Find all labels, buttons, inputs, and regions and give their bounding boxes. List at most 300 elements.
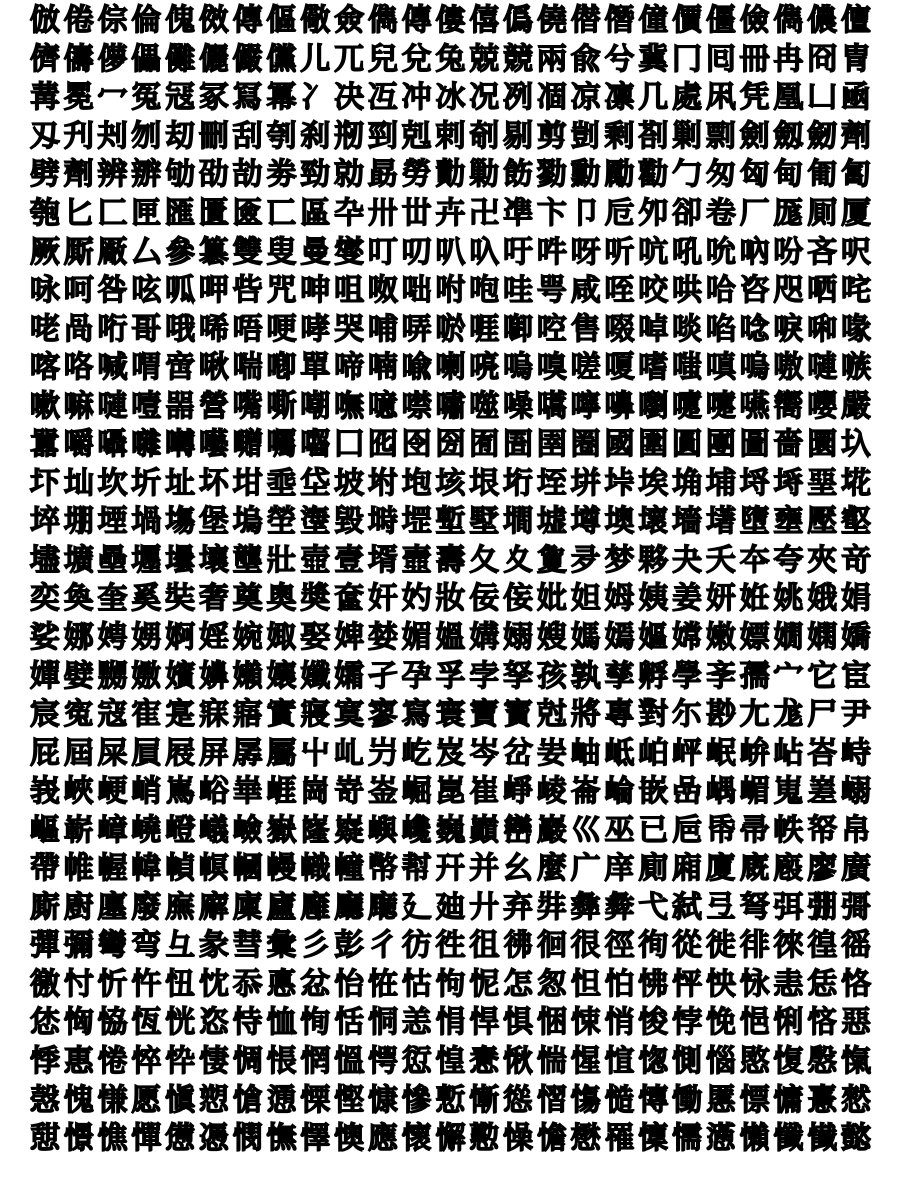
glyph-cell: 僣 — [570, 3, 601, 39]
glyph-cell: 怡 — [334, 966, 365, 1002]
glyph-cell: 庠 — [604, 851, 635, 887]
glyph-cell: 嗽 — [29, 388, 60, 424]
glyph-cell: 懌 — [300, 1121, 331, 1157]
glyph-cell: 恤 — [266, 1005, 297, 1041]
glyph-cell: 刹 — [300, 118, 331, 154]
glyph-cell: 壘 — [97, 542, 128, 578]
glyph-cell: 悋 — [807, 1005, 838, 1041]
glyph-cell: 彌 — [63, 928, 94, 964]
glyph-cell: 厥 — [29, 234, 60, 270]
glyph-row — [28, 657, 873, 696]
glyph-cell: 很 — [570, 928, 601, 964]
glyph-cell: 啌 — [536, 311, 567, 347]
glyph-cell: 咼 — [63, 311, 94, 347]
glyph-cell: 奬 — [300, 581, 331, 617]
glyph-cell: 怛 — [570, 966, 601, 1002]
glyph-cell: 囃 — [131, 427, 162, 463]
glyph-cell: 媼 — [435, 620, 466, 656]
glyph-cell: 宦 — [841, 658, 872, 694]
glyph-cell: 懍 — [638, 1121, 669, 1157]
glyph-cell: 專 — [604, 697, 635, 733]
glyph-cell: 憇 — [29, 1121, 60, 1157]
glyph-cell: 僖 — [469, 3, 500, 39]
glyph-cell: 嬌 — [841, 620, 872, 656]
glyph-cell: 娶 — [300, 620, 331, 656]
glyph-cell: 忱 — [198, 966, 229, 1002]
glyph-cell: 悧 — [773, 1005, 804, 1041]
glyph-cell: 囁 — [97, 427, 128, 463]
glyph-cell: 廐 — [739, 851, 770, 887]
glyph-cell: 剄 — [367, 118, 398, 154]
glyph-cell: 囂 — [29, 427, 60, 463]
glyph-cell: 壺 — [300, 542, 331, 578]
glyph-cell: 匐 — [841, 157, 872, 193]
glyph-cell: 惘 — [300, 1044, 331, 1080]
glyph-cell: 啀 — [469, 311, 500, 347]
glyph-cell: 嬶 — [198, 658, 229, 694]
glyph-cell: 妍 — [705, 581, 736, 617]
glyph-cell: 幢 — [334, 851, 365, 887]
glyph-cell: 傳 — [401, 3, 432, 39]
glyph-cell: 屓 — [131, 735, 162, 771]
glyph-cell: 尅 — [536, 697, 567, 733]
glyph-cell: 愡 — [638, 1044, 669, 1080]
glyph-cell: 塹 — [435, 504, 466, 540]
glyph-cell: 埒 — [739, 465, 770, 501]
glyph-cell: 弖 — [705, 889, 736, 925]
glyph-cell: 悵 — [266, 1044, 297, 1080]
glyph-cell: 堝 — [131, 504, 162, 540]
glyph-cell: 媾 — [469, 620, 500, 656]
glyph-cell: 尹 — [841, 697, 872, 733]
glyph-row — [28, 310, 873, 349]
glyph-cell: 兀 — [334, 41, 365, 77]
glyph-cell: 峅 — [739, 735, 770, 771]
glyph-cell: 娚 — [131, 620, 162, 656]
glyph-cell: 娟 — [841, 581, 872, 617]
glyph-cell: 嗹 — [97, 388, 128, 424]
glyph-cell: 冏 — [807, 41, 838, 77]
glyph-cell: 寉 — [131, 697, 162, 733]
glyph-cell: 僭 — [604, 3, 635, 39]
glyph-cell: 嶂 — [97, 812, 128, 848]
glyph-cell: 慱 — [638, 1082, 669, 1118]
glyph-cell: 彭 — [334, 928, 365, 964]
glyph-cell: 塰 — [300, 504, 331, 540]
glyph-cell: 圜 — [807, 427, 838, 463]
glyph-cell: 囹 — [401, 427, 432, 463]
glyph-cell: 嫣 — [604, 620, 635, 656]
glyph-cell: 儺 — [165, 41, 196, 77]
glyph-cell: 刳 — [266, 118, 297, 154]
glyph-cell: 尢 — [739, 697, 770, 733]
glyph-cell: 倫 — [131, 3, 162, 39]
glyph-cell: 帙 — [773, 812, 804, 848]
glyph-cell: 廨 — [198, 889, 229, 925]
glyph-cell: 憊 — [165, 1121, 196, 1157]
glyph-cell: 广 — [570, 851, 601, 887]
glyph-cell: 廬 — [266, 889, 297, 925]
glyph-cell: 崢 — [503, 774, 534, 810]
glyph-cell: 圈 — [570, 427, 601, 463]
glyph-cell: 咯 — [63, 350, 94, 386]
glyph-sheet — [28, 2, 873, 1198]
glyph-cell: 售 — [570, 311, 601, 347]
glyph-cell: 囀 — [165, 427, 196, 463]
glyph-cell: 夸 — [773, 542, 804, 578]
glyph-cell: 嚆 — [536, 388, 567, 424]
glyph-cell: 憺 — [536, 1121, 567, 1157]
glyph-cell: 啻 — [165, 350, 196, 386]
glyph-cell: 團 — [705, 427, 736, 463]
glyph-cell: 愾 — [841, 1044, 872, 1080]
glyph-cell: 吮 — [705, 234, 736, 270]
glyph-cell: 奩 — [334, 581, 365, 617]
glyph-cell: 冽 — [503, 80, 534, 116]
glyph-cell: 愕 — [367, 1044, 398, 1080]
glyph-cell: 嵜 — [334, 774, 365, 810]
glyph-cell: 啼 — [334, 350, 365, 386]
glyph-cell: 嶷 — [334, 812, 365, 848]
glyph-cell: 吭 — [638, 234, 669, 270]
glyph-cell: 儻 — [266, 41, 297, 77]
glyph-cell: 叟 — [266, 234, 297, 270]
glyph-cell: 剳 — [638, 118, 669, 154]
glyph-cell: 卮 — [604, 196, 635, 231]
glyph-cell: 慚 — [469, 1082, 500, 1118]
glyph-cell: 噐 — [165, 388, 196, 424]
glyph-cell: 堡 — [198, 504, 229, 540]
glyph-cell: 啜 — [604, 311, 635, 347]
glyph-cell: 儆 — [300, 3, 331, 39]
glyph-cell: 屶 — [367, 735, 398, 771]
glyph-cell: 應 — [367, 1121, 398, 1157]
glyph-cell: 屎 — [97, 735, 128, 771]
glyph-cell: 咒 — [266, 273, 297, 309]
glyph-cell: 恠 — [367, 966, 398, 1002]
glyph-cell: 呎 — [841, 234, 872, 270]
glyph-cell: 帶 — [29, 851, 60, 887]
glyph-cell: 寐 — [198, 697, 229, 733]
glyph-cell: 僵 — [705, 3, 736, 39]
glyph-cell: 圍 — [638, 427, 669, 463]
glyph-cell: 媽 — [570, 620, 601, 656]
glyph-cell: 埣 — [29, 504, 60, 540]
glyph-cell: 麼 — [536, 851, 567, 887]
glyph-cell: 吽 — [536, 234, 567, 270]
glyph-cell: 岾 — [773, 735, 804, 771]
glyph-cell: 彡 — [300, 928, 331, 964]
glyph-cell: 實 — [266, 697, 297, 733]
glyph-cell: 圷 — [29, 465, 60, 501]
glyph-cell: 巛 — [570, 812, 601, 848]
glyph-cell: 彁 — [841, 889, 872, 925]
glyph-cell: 僥 — [536, 3, 567, 39]
glyph-cell: 喊 — [97, 350, 128, 386]
glyph-cell: 峭 — [131, 774, 162, 810]
glyph-cell: 帚 — [739, 812, 770, 848]
glyph-cell: 冱 — [367, 80, 398, 116]
glyph-cell: 徠 — [773, 928, 804, 964]
glyph-cell: 圉 — [536, 427, 567, 463]
glyph-cell: 慂 — [266, 1082, 297, 1118]
glyph-cell: 叮 — [367, 234, 398, 270]
glyph-cell: 儁 — [773, 3, 804, 39]
glyph-cell: 惧 — [503, 1005, 534, 1041]
glyph-cell: 埖 — [841, 465, 872, 501]
glyph-cell: 彿 — [503, 928, 534, 964]
glyph-row — [28, 619, 873, 658]
glyph-cell: 呱 — [165, 273, 196, 309]
glyph-cell: 處 — [672, 80, 703, 116]
glyph-cell: 嵋 — [739, 774, 770, 810]
glyph-cell: 寞 — [334, 697, 365, 733]
glyph-cell: 址 — [165, 465, 196, 501]
glyph-cell: 妲 — [570, 581, 601, 617]
glyph-cell: 塢 — [232, 504, 263, 540]
glyph-cell: 儷 — [198, 41, 229, 77]
glyph-cell: 梦 — [604, 542, 635, 578]
glyph-cell: 嵌 — [638, 774, 669, 810]
glyph-cell: 兢 — [469, 41, 500, 77]
glyph-cell: 嗅 — [536, 350, 567, 386]
glyph-cell: 屮 — [300, 735, 331, 771]
glyph-cell: 慘 — [401, 1082, 432, 1118]
glyph-cell: 儔 — [63, 41, 94, 77]
glyph-cell: 妣 — [536, 581, 567, 617]
glyph-cell: 喙 — [841, 311, 872, 347]
glyph-cell: 慍 — [334, 1044, 365, 1080]
glyph-cell: 恍 — [165, 1005, 196, 1041]
glyph-cell: 慳 — [334, 1082, 365, 1118]
glyph-cell: 孕 — [401, 658, 432, 694]
glyph-cell: 嫐 — [131, 658, 162, 694]
glyph-cell: 嫻 — [807, 620, 838, 656]
glyph-row — [28, 79, 873, 118]
glyph-cell: 冩 — [232, 80, 263, 116]
glyph-row — [28, 966, 873, 1005]
glyph-cell: 厂 — [739, 196, 770, 231]
glyph-cell: 壥 — [131, 542, 162, 578]
glyph-cell: 嘛 — [63, 388, 94, 424]
glyph-cell: 嬪 — [165, 658, 196, 694]
glyph-row — [28, 542, 873, 581]
glyph-cell: 嘸 — [334, 388, 365, 424]
glyph-cell: 恁 — [807, 966, 838, 1002]
glyph-cell: 姜 — [672, 581, 703, 617]
glyph-cell: 悸 — [29, 1044, 60, 1080]
glyph-cell: 惺 — [570, 1044, 601, 1080]
glyph-cell: 塋 — [266, 504, 297, 540]
glyph-cell: 兌 — [401, 41, 432, 77]
glyph-row — [28, 927, 873, 966]
glyph-cell: 咄 — [401, 273, 432, 309]
glyph-cell: 卞 — [536, 196, 567, 231]
glyph-cell: 恆 — [131, 1005, 162, 1041]
glyph-cell: 剴 — [570, 118, 601, 154]
glyph-cell: 听 — [604, 234, 635, 270]
glyph-cell: 噪 — [503, 388, 534, 424]
glyph-cell: 劑 — [841, 118, 872, 154]
glyph-cell: 凵 — [807, 80, 838, 116]
glyph-cell: 斈 — [705, 658, 736, 694]
glyph-cell: 劭 — [198, 157, 229, 193]
glyph-cell: 廚 — [63, 889, 94, 925]
glyph-cell: 嶝 — [165, 812, 196, 848]
glyph-cell: 堽 — [401, 504, 432, 540]
glyph-cell: 愧 — [63, 1082, 94, 1118]
glyph-cell: 廈 — [705, 851, 736, 887]
glyph-cell: 儡 — [131, 41, 162, 77]
glyph-cell: 勸 — [638, 157, 669, 193]
glyph-cell: 嬖 — [63, 658, 94, 694]
glyph-cell: 埆 — [672, 465, 703, 501]
glyph-cell: 恂 — [300, 1005, 331, 1041]
glyph-cell: 卷 — [705, 196, 736, 231]
glyph-cell: 勹 — [672, 157, 703, 193]
glyph-cell: 啗 — [705, 311, 736, 347]
glyph-cell: 孑 — [367, 658, 398, 694]
glyph-cell: 徨 — [807, 928, 838, 964]
glyph-cell: 辨 — [97, 157, 128, 193]
glyph-cell: 剞 — [469, 118, 500, 154]
glyph-cell: 慫 — [503, 1082, 534, 1118]
glyph-cell: 坡 — [334, 465, 365, 501]
glyph-cell: 孥 — [503, 658, 534, 694]
glyph-cell: 厠 — [807, 196, 838, 231]
glyph-cell: 嶌 — [165, 774, 196, 810]
glyph-cell: 嶬 — [198, 812, 229, 848]
glyph-cell: 嗔 — [705, 350, 736, 386]
glyph-cell: 卩 — [570, 196, 601, 231]
glyph-cell: 嗚 — [503, 350, 534, 386]
glyph-cell: 娥 — [807, 581, 838, 617]
glyph-cell: 兩 — [536, 41, 567, 77]
glyph-cell: 奚 — [131, 581, 162, 617]
glyph-cell: 嚥 — [739, 388, 770, 424]
glyph-cell: 冫 — [300, 80, 331, 116]
glyph-cell: 嚔 — [672, 388, 703, 424]
glyph-row — [28, 503, 873, 542]
glyph-cell: 恷 — [29, 1005, 60, 1041]
glyph-cell: 哽 — [266, 311, 297, 347]
glyph-cell: 墅 — [469, 504, 500, 540]
glyph-cell: 崘 — [604, 774, 635, 810]
glyph-cell: 帷 — [63, 851, 94, 887]
glyph-cell: 毀 — [334, 504, 365, 540]
glyph-cell: 婢 — [334, 620, 365, 656]
glyph-cell: 厮 — [63, 234, 94, 270]
glyph-cell: 廏 — [773, 851, 804, 887]
glyph-cell: 垰 — [604, 465, 635, 501]
glyph-cell: 慵 — [773, 1082, 804, 1118]
glyph-cell: 娜 — [63, 620, 94, 656]
glyph-cell: 簒 — [198, 234, 229, 270]
glyph-cell: 徼 — [29, 966, 60, 1002]
glyph-cell: 夂 — [469, 542, 500, 578]
glyph-cell: 懶 — [739, 1121, 770, 1157]
glyph-cell: 壽 — [435, 542, 466, 578]
glyph-cell: 乢 — [334, 735, 365, 771]
glyph-cell: 啖 — [672, 311, 703, 347]
glyph-cell: 峪 — [198, 774, 229, 810]
glyph-cell: 廢 — [131, 889, 162, 925]
glyph-cell: 勁 — [300, 157, 331, 193]
glyph-cell: 惷 — [469, 1044, 500, 1080]
glyph-cell: 咾 — [29, 311, 60, 347]
glyph-cell: 凩 — [705, 80, 736, 116]
glyph-cell: 奧 — [266, 581, 297, 617]
glyph-cell: 嗾 — [841, 350, 872, 386]
glyph-cell: 岷 — [705, 735, 736, 771]
glyph-cell: 壜 — [165, 542, 196, 578]
glyph-cell: 吝 — [807, 234, 838, 270]
glyph-cell: 冪 — [266, 80, 297, 116]
glyph-cell: 圻 — [131, 465, 162, 501]
glyph-cell: 叭 — [435, 234, 466, 270]
glyph-cell: 悗 — [705, 1005, 736, 1041]
glyph-cell: 惆 — [232, 1044, 263, 1080]
glyph-row — [28, 1120, 873, 1159]
glyph-cell: 寫 — [401, 697, 432, 733]
glyph-cell: 怐 — [435, 966, 466, 1002]
glyph-cell: 塒 — [367, 504, 398, 540]
glyph-cell: 雙 — [232, 234, 263, 270]
glyph-cell: 儂 — [807, 3, 838, 39]
glyph-cell: 宸 — [29, 697, 60, 733]
glyph-cell: 勦 — [469, 157, 500, 193]
glyph-cell: 嫦 — [672, 620, 703, 656]
glyph-cell: 墺 — [604, 504, 635, 540]
glyph-cell: 冀 — [638, 41, 669, 77]
glyph-cell: 吼 — [672, 234, 703, 270]
glyph-cell: 噫 — [367, 388, 398, 424]
glyph-row — [28, 850, 873, 889]
glyph-cell: 嚏 — [705, 388, 736, 424]
glyph-cell: 妝 — [435, 581, 466, 617]
glyph-cell: 甸 — [773, 157, 804, 193]
glyph-cell: 儁 — [367, 3, 398, 39]
glyph-cell: 恙 — [401, 1005, 432, 1041]
glyph-cell: 徙 — [705, 928, 736, 964]
glyph-cell: 彖 — [198, 928, 229, 964]
glyph-cell: 弯 — [131, 928, 162, 964]
glyph-cell: 帛 — [841, 812, 872, 848]
glyph-cell: 嘯 — [435, 388, 466, 424]
glyph-cell: 傚 — [198, 3, 229, 39]
glyph-cell: 憑 — [198, 1121, 229, 1157]
glyph-cell: 厶 — [131, 234, 162, 270]
glyph-cell: 凖 — [503, 196, 534, 231]
glyph-cell: 嶽 — [266, 812, 297, 848]
glyph-cell: 忿 — [300, 966, 331, 1002]
glyph-cell: 嗷 — [773, 350, 804, 386]
glyph-cell: 刋 — [63, 118, 94, 154]
glyph-cell: 巖 — [536, 812, 567, 848]
glyph-cell: 慇 — [807, 1044, 838, 1080]
glyph-cell: 匱 — [198, 196, 229, 231]
glyph-cell: 倣 — [29, 3, 60, 39]
glyph-cell: 廣 — [841, 851, 872, 887]
glyph-cell: 屬 — [266, 735, 297, 771]
glyph-cell: 孀 — [334, 658, 365, 694]
glyph-cell: 愎 — [773, 1044, 804, 1080]
glyph-cell: 廸 — [435, 889, 466, 925]
glyph-cell: 埀 — [266, 465, 297, 501]
glyph-cell: 悴 — [131, 1044, 162, 1080]
glyph-cell: 咬 — [638, 273, 669, 309]
glyph-cell: 夐 — [536, 542, 567, 578]
